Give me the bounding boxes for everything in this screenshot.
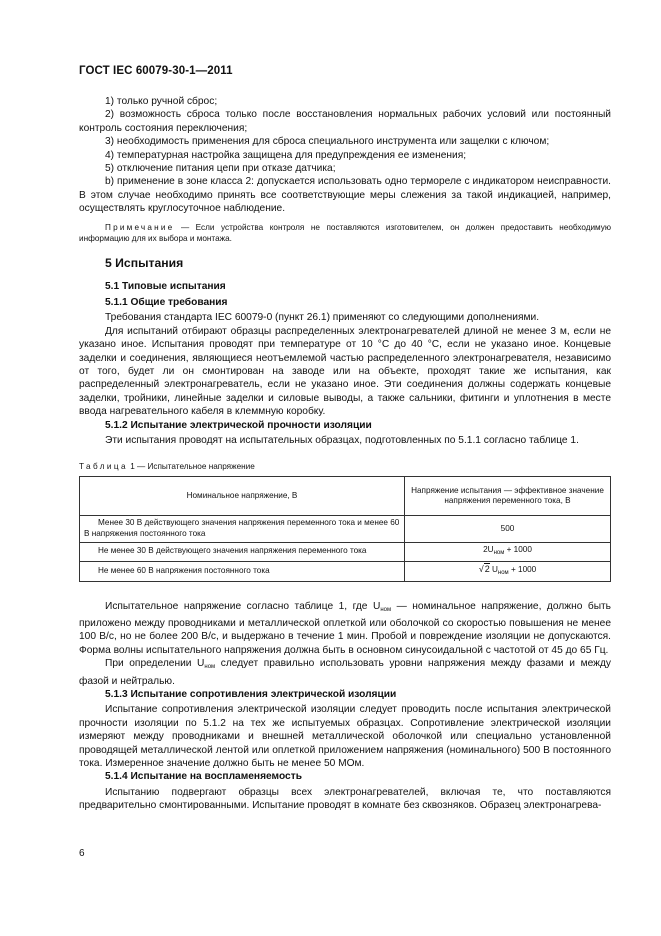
table-cell: Не менее 60 В напряжения постоянного тока bbox=[80, 561, 405, 581]
subsection-heading: 5.1.1 Общие требования bbox=[105, 296, 228, 308]
sqrt-radicand: 2 bbox=[484, 563, 490, 574]
table-header-cell: Номинальное напряжение, В bbox=[80, 477, 405, 516]
table-cell: Не менее 30 В действующего значения напряжения переменного тока bbox=[80, 542, 405, 561]
table-cell: Менее 30 В действующего значения напряжения переменного тока и менее 60 В напряжения постоянного тока bbox=[80, 516, 405, 543]
paragraph-text: Испытательное напряжение согласно таблице 1, где U bbox=[105, 600, 381, 612]
table-row bbox=[80, 561, 611, 581]
paragraph: Испытание сопротивления электрической изоляции следует проводить после испытания электрической прочности изоляции по 5.1.2 на тех же испытуемых образцах. Сопротивление электрической изоляции измеряют между проводниками и внешней металлической оболочкой или специально установленной проводящей металлической лентой или оплеткой приложением напряжения (номинального) 500 В постоянного тока. Измеренное значение должно быть не менее 50 МОм. bbox=[79, 704, 611, 769]
document-header: ГОСТ IEC 60079-30-1—2011 bbox=[79, 65, 233, 77]
list-item: 3) необходимость применения для сброса специального инструмента или защелки с ключом; bbox=[105, 136, 550, 148]
paragraph: Испытанию подвергают образцы всех электронагревателей, включая те, что поставляются предварительно смонтированными. Испытание проводят в комнате без сквозняков. Образец электронагрева- bbox=[79, 786, 611, 812]
formula-subscript: ном bbox=[204, 664, 216, 671]
table-cell bbox=[405, 542, 611, 561]
table-row bbox=[80, 542, 611, 561]
sqrt-sign: √2 bbox=[478, 563, 490, 574]
formula-subscript: ном bbox=[380, 606, 392, 613]
formula-part: + 1000 bbox=[504, 544, 532, 554]
formula-part: U bbox=[489, 564, 498, 574]
table-caption-label: Таблица bbox=[79, 462, 128, 472]
subsection-heading: 5.1 Типовые испытания bbox=[105, 281, 226, 293]
subsection-heading: 5.1.4 Испытание на воспламеняемость bbox=[105, 771, 302, 783]
paragraph bbox=[79, 600, 611, 658]
page-content bbox=[79, 95, 611, 813]
paragraph: Требования стандарта IEC 60079-0 (пункт 26.1) применяют со следующими дополнениями. bbox=[105, 312, 540, 324]
subsection-heading: 5.1.2 Испытание электрической прочности изоляции bbox=[105, 419, 372, 431]
note bbox=[79, 222, 611, 245]
table-cell bbox=[405, 561, 611, 581]
subsection-heading: 5.1.3 Испытание сопротивления электрической изоляции bbox=[105, 688, 397, 700]
test-voltage-table bbox=[79, 476, 611, 581]
paragraph: Для испытаний отбирают образцы распределенных электронагревателей длиной не менее 3 м, если не указано иное. Испытания проводят при температуре от 10 °С до 40 °С, если не указано иное. Концевые заделки и соединения, являющиеся неотъемлемой частью распределенного электронагревателя, независимо от того, будет ли он смонтирован на заводе или на объекте, проходят такие же испытания, как распределенный электронагреватель, если не указано иное. Эти соединения должны содержать концевые заделки, тройники, линейные заделки и силовые выводы, а также сальники, фитинги и уплотнения в месте ввода нагревательного кабеля в клеммную коробку. bbox=[79, 325, 611, 418]
paragraph-text: При определении U bbox=[105, 658, 205, 670]
note-text: — Если устройства контроля не поставляются изготовителем, он должен предоставить необходимую информацию для их выбора и монтажа. bbox=[79, 222, 612, 244]
paragraph: Эти испытания проводят на испытательных образцах, подготовленных по 5.1.1 согласно таблице 1. bbox=[105, 434, 579, 446]
paragraph bbox=[79, 657, 611, 688]
table-caption bbox=[79, 461, 611, 472]
table-header-row bbox=[80, 477, 611, 516]
table-header-cell: Напряжение испытания — эффективное значение напряжения переменного тока, В bbox=[405, 477, 611, 516]
table-cell: 500 bbox=[405, 516, 611, 543]
formula-part: + 1000 bbox=[508, 564, 537, 574]
paragraph-text: — номинальное напряжение, должно быть приложено между проводниками и металлической оплеткой или оболочкой со скоростью повышения не менее 100 В/с, но не более 200 В/с, и выдержано в течение 1 мин. Пробой и повреждение изоляции не допускаются. Форма волны испытательного напряжения должна быть в основном синусоидальной с частотой от 45 до 65 Гц. bbox=[79, 600, 611, 656]
note-label: Примечание bbox=[105, 222, 175, 232]
list-item: 5) отключение питания цепи при отказе датчика; bbox=[105, 163, 336, 175]
table-caption-text: 1 — Испытательное напряжение bbox=[130, 462, 255, 472]
list-item: b) применение в зоне класса 2: допускается использовать одно термореле с индикатором неисправности. В этом случае необходимо принять все соответствующие меры слежения за такой индикацией, например, осуществлять круглосуточное наблюдение. bbox=[79, 176, 611, 215]
table-row bbox=[80, 516, 611, 543]
formula-subscript: ном bbox=[493, 549, 505, 556]
list-item: 1) только ручной сброс; bbox=[105, 96, 218, 107]
formula-part: 2U bbox=[483, 544, 494, 554]
list-item: 2) возможность сброса только после восстановления нормальных рабочих условий или постоянный контроль состояния переключения; bbox=[79, 109, 611, 134]
paragraph-text: следует правильно использовать уровни напряжения между фазами и между фазой и нейтралью. bbox=[79, 658, 611, 687]
list-item: 4) температурная настройка защищена для предупреждения ее изменения; bbox=[105, 149, 467, 161]
section-heading: 5 Испытания bbox=[105, 256, 184, 271]
formula-subscript: ном bbox=[497, 569, 509, 576]
page-number: 6 bbox=[79, 848, 85, 859]
